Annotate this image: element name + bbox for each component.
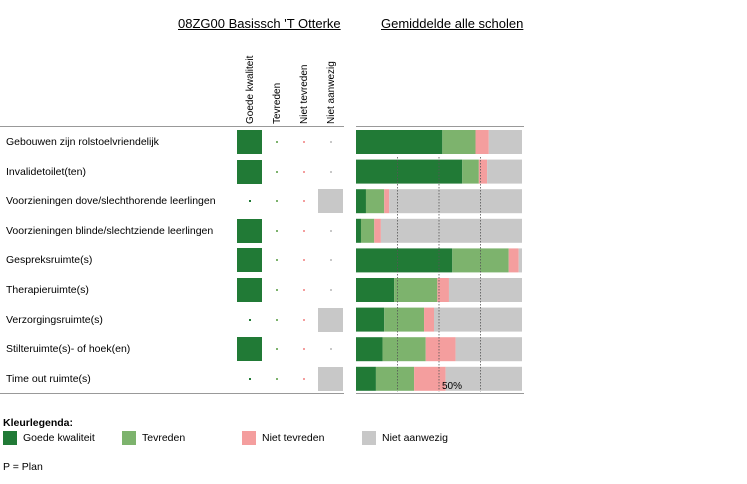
legend-swatch-tevreden xyxy=(122,431,136,445)
legend-swatch-niet-aanwezig xyxy=(362,431,376,445)
bar-segment-niet-tevreden xyxy=(479,160,487,184)
legend-label: Goede kwaliteit xyxy=(23,432,95,444)
column-header-tevreden: Tevreden xyxy=(272,82,283,124)
legend-label: Niet aanwezig xyxy=(382,432,448,444)
bar-segment-goede-kwaliteit xyxy=(356,248,452,272)
legend-item-tevreden xyxy=(122,431,185,445)
bar-segment-niet-aanwezig xyxy=(487,160,522,184)
bar-segment-niet-aanwezig xyxy=(381,219,522,243)
bar-segment-goede-kwaliteit xyxy=(356,337,383,361)
bar-segment-tevreden xyxy=(383,337,426,361)
bar-segment-niet-tevreden xyxy=(384,189,389,213)
bar-segment-goede-kwaliteit xyxy=(356,189,366,213)
legend-swatch-goede-kwaliteit xyxy=(3,431,17,445)
legend-title: Kleurlegenda: xyxy=(3,417,74,429)
legend-item-niet-aanwezig xyxy=(362,431,448,445)
row-label: Gebouwen zijn rolstoelvriendelijk xyxy=(6,136,159,148)
bar-segment-niet-tevreden xyxy=(509,248,519,272)
bar-segment-niet-tevreden xyxy=(476,130,489,154)
row-label: Time out ruimte(s) xyxy=(6,372,91,385)
bar-segment-niet-aanwezig xyxy=(489,130,522,154)
legend-item-niet-tevreden xyxy=(242,431,324,445)
bar-segment-niet-aanwezig xyxy=(449,278,522,302)
average-chart-title: Gemiddelde alle scholen xyxy=(381,16,524,31)
bar-segment-goede-kwaliteit xyxy=(356,160,462,184)
bar-segment-tevreden xyxy=(361,219,374,243)
school-title: 08ZG00 Basissch 'T Otterke xyxy=(178,16,341,31)
bar-segment-niet-tevreden xyxy=(414,367,446,391)
row-label: Voorzieningen dove/slechthorende leerlingen xyxy=(6,195,216,208)
bar-segment-goede-kwaliteit xyxy=(356,308,384,332)
bar-segment-niet-tevreden xyxy=(426,337,456,361)
bar-segment-goede-kwaliteit xyxy=(356,367,376,391)
row-label: Invalidetoilet(ten) xyxy=(6,165,86,178)
legend-swatch-niet-tevreden xyxy=(242,431,256,445)
bar-segment-niet-aanwezig xyxy=(389,189,522,213)
column-header-niet-aanwezig: Niet aanwezig xyxy=(326,61,337,124)
row-label: Voorzieningen blinde/slechtziende leerlingen xyxy=(6,224,214,237)
bar-segment-goede-kwaliteit xyxy=(356,219,361,243)
row-label: Therapieruimte(s) xyxy=(6,284,89,296)
plan-note: P = Plan xyxy=(3,461,43,473)
bar-segment-tevreden xyxy=(442,130,475,154)
row-label: Verzorgingsruimte(s) xyxy=(6,313,103,326)
bar-segment-tevreden xyxy=(376,367,414,391)
row-label: Gespreksruimte(s) xyxy=(6,254,93,267)
bar-segment-niet-tevreden xyxy=(374,219,381,243)
bar-segment-tevreden xyxy=(384,308,424,332)
legend-label: Tevreden xyxy=(142,432,186,444)
bar-segment-niet-aanwezig xyxy=(519,248,522,272)
bar-segment-goede-kwaliteit xyxy=(356,278,394,302)
bar-segment-niet-aanwezig xyxy=(434,308,522,332)
legend-label: Niet tevreden xyxy=(262,432,325,444)
legend-item-goede-kwaliteit xyxy=(3,431,95,445)
row-label: Stilteruimte(s)- of hoek(en) xyxy=(6,343,131,356)
bar-segment-goede-kwaliteit xyxy=(356,130,442,154)
annotation-50-percent: 50% xyxy=(442,381,463,392)
column-header-goede-kwaliteit: Goede kwaliteit xyxy=(245,55,256,124)
bar-segment-tevreden xyxy=(366,189,384,213)
bar-segment-niet-aanwezig xyxy=(456,337,522,361)
bar-segment-tevreden xyxy=(462,160,479,184)
bar-segment-niet-tevreden xyxy=(424,308,434,332)
column-header-niet-tevreden: Niet tevreden xyxy=(299,64,310,124)
bar-segment-tevreden xyxy=(394,278,437,302)
